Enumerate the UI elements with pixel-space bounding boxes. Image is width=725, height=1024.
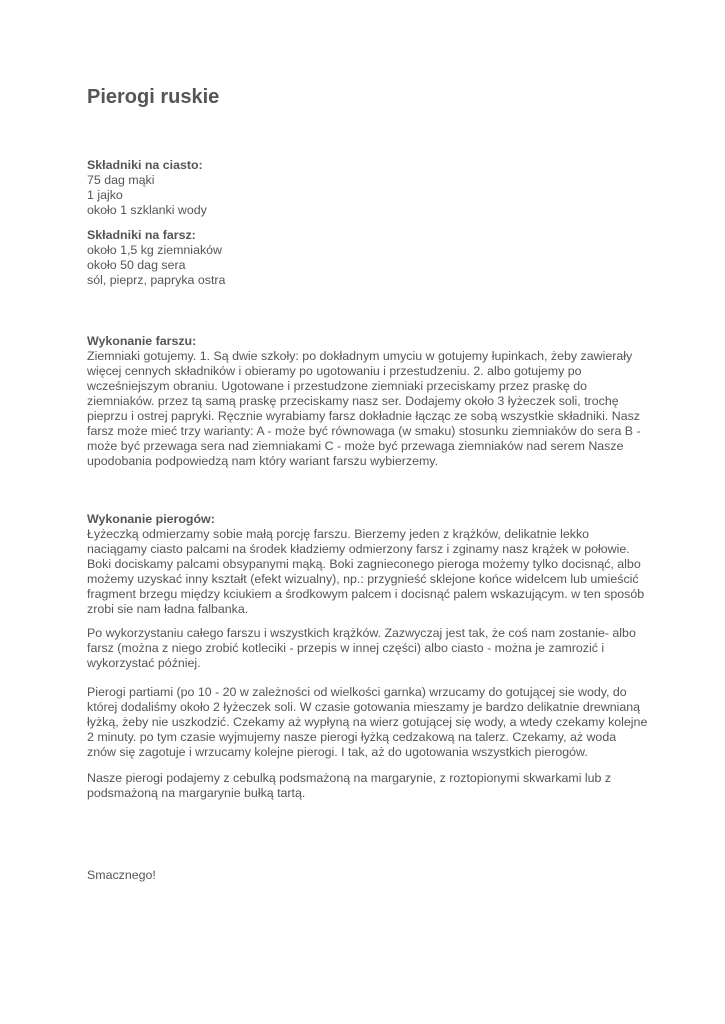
filling-method-section: [87, 334, 647, 469]
filling-method-line: pieprzu i ostrej papryki. Ręcznie wyrabiamy farsz dokładnie łącząc ze sobą wszystkie składniki. Nasz: [87, 409, 640, 423]
page-title: Pierogi ruskie: [87, 86, 220, 108]
pierogi-method-heading: Wykonanie pierogów:: [87, 512, 215, 526]
leftovers-line: Po wykorzystaniu całego farszu i wszystkich krążków. Zazwyczaj jest tak, że coś nam zostanie- albo: [87, 626, 636, 640]
leftovers-paragraph: [87, 626, 643, 671]
dough-ingredient-item: około 1 szklanki wody: [87, 203, 207, 217]
filling-method-line: więcej cennych składników i obieramy po ugotowaniu i przestudzeniu. 2. albo gotujemy po: [87, 364, 582, 378]
serving-line: podsmażoną na margarynie bułką tartą.: [87, 786, 306, 800]
pierogi-method-section: [87, 512, 647, 617]
filling-method-line: Ziemniaki gotujemy. 1. Są dwie szkoły: po dokładnym umyciu w gotujemy łupinkach, żeby zawierały: [87, 349, 633, 363]
cooking-paragraph: [87, 685, 648, 760]
serving-paragraph: [87, 771, 643, 801]
filling-method-line: wcześniejszym obraniu. Ugotowane i przestudzone ziemniaki przeciskamy przez praskę do: [87, 379, 587, 393]
filling-ingredient-item: sól, pieprz, papryka ostra: [87, 273, 226, 287]
dough-ingredient-item: 1 jajko: [87, 188, 123, 202]
pierogi-method-line: zrobi sie nam ładna falbanka.: [87, 602, 249, 616]
pierogi-method-line: Boki dociskamy palcami obsypanymi mąką. Boki zagnieconego pieroga możemy tylko docisnąć, albo: [87, 557, 641, 571]
filling-method-line: farsz może mieć trzy warianty: A - może być równowaga (w smaku) stosunku ziemniaków do sera B -: [87, 424, 641, 438]
filling-ingredients-heading: Składniki na farsz:: [87, 228, 196, 242]
cooking-line: znów się zagotuje i wrzucamy kolejne pierogi. I tak, aż do ugotowania wszystkich pierogów.: [87, 745, 588, 759]
closing-text: Smacznego!: [87, 868, 156, 882]
serving-line: Nasze pierogi podajemy z cebulką podsmażoną na margarynie, z roztopionymi skwarkami lub z: [87, 771, 612, 785]
dough-ingredients-section: [87, 158, 647, 218]
cooking-line: której dodaliśmy około 2 łyżeczek soli. W czasie gotowania mieszamy je bardzo delikatnie drewnianą: [87, 700, 641, 714]
leftovers-line: wykorzystać później.: [87, 656, 201, 670]
pierogi-method-line: fragment brzegu między kciukiem a środkowym palcem i docisnąć palem wskazującym. w ten sposób: [87, 587, 645, 601]
pierogi-method-line: naciągamy ciasto palcami na środek kładziemy odmierzony farsz i zginamy nasz krążek w połowie.: [87, 542, 630, 556]
filling-method-heading: Wykonanie farszu:: [87, 334, 197, 348]
pierogi-method-line: Łyżeczką odmierzamy sobie małą porcję farszu. Bierzemy jeden z krążków, delikatnie lekko: [87, 527, 590, 541]
dough-ingredients-heading: Składniki na ciasto:: [87, 158, 203, 172]
pierogi-method-line: możemy uzyskać inny kształt (efekt wizualny), np.: przygnieść sklejone końce widelcem lub umieścić: [87, 572, 639, 586]
cooking-line: 2 minuty. po tym czasie wyjmujemy nasze pierogi łyżką cedzakową na talerz. Czekamy, aż woda: [87, 730, 617, 744]
filling-method-line: może być przewaga sera nad ziemniakami C - może być przewaga ziemniaków nad serem Nasze: [87, 439, 624, 453]
leftovers-line: farsz (można z niego zrobić kotleciki - przepis w innej części) albo ciasto - można je zamrozić i: [87, 641, 605, 655]
cooking-line: Pierogi partiami (po 10 - 20 w zależności od wielkości garnka) wrzucamy do gotującej sie wody, do: [87, 685, 627, 699]
filling-ingredient-item: około 50 dag sera: [87, 258, 186, 272]
filling-method-line: upodobania podpowiedzą nam który wariant farszu wybierzemy.: [87, 454, 439, 468]
filling-ingredients-section: [87, 228, 647, 288]
cooking-line: łyżką, żeby nie uszkodzić. Czekamy aż wypłyną na wierz gotującej się wody, a wtedy czekamy kolejne: [87, 715, 648, 729]
filling-method-line: ziemniaków. przez tą samą praskę przeciskamy nasz ser. Dodajemy około 3 łyżeczek soli, trochę: [87, 394, 619, 408]
filling-ingredient-item: około 1,5 kg ziemniaków: [87, 243, 222, 257]
dough-ingredient-item: 75 dag mąki: [87, 173, 155, 187]
